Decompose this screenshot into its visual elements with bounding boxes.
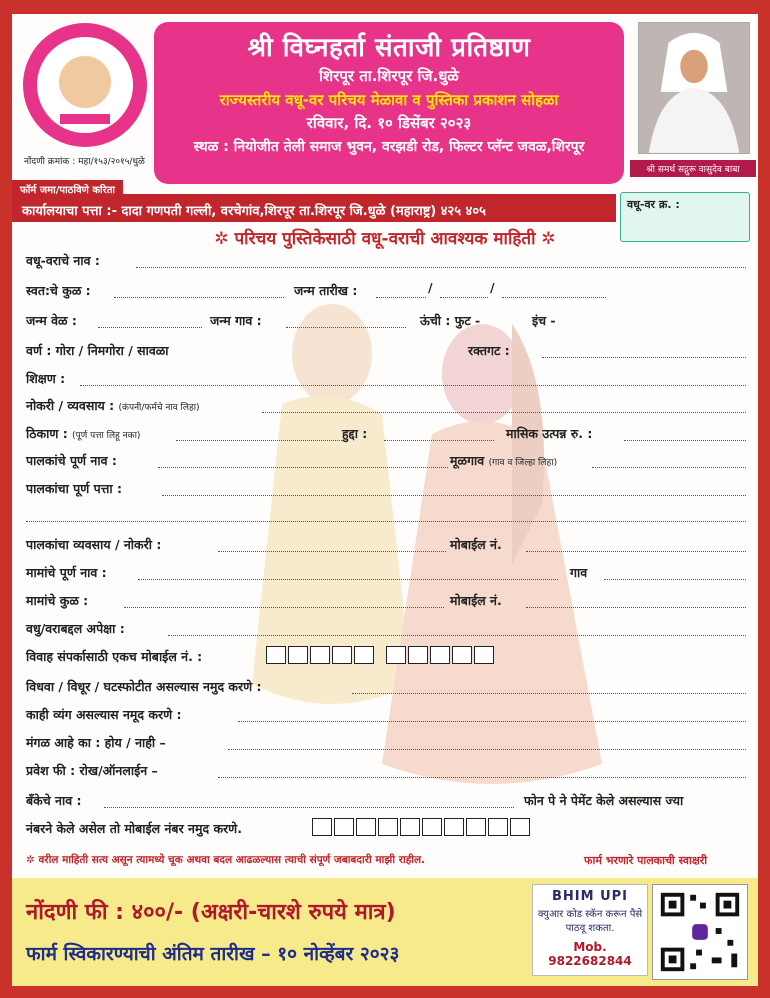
fee-label: प्रवेश फी : रोख/ऑनलाईन – (26, 763, 158, 778)
phonepe-digit-box[interactable] (400, 818, 420, 836)
mama-name-label: मामांचे पूर्ण नाव : (26, 565, 107, 580)
mangal-label: मंगळ आहे का : होय / नाही – (26, 735, 166, 750)
mobile1-line[interactable] (526, 551, 746, 552)
mama-name-line[interactable] (138, 579, 558, 580)
photo-caption: श्री समर्थ सद्गुरू वासुदेव बाबा (630, 160, 756, 177)
kul-label: स्वत:चे कुळ : (26, 283, 91, 298)
declaration-note: ✲ वरील माहिती सत्य असून त्यामध्ये चूक अथवा बदल आढळल्यास त्याची संपूर्ण जबाबदारी माझी राहील. (26, 854, 426, 866)
location-line[interactable] (176, 440, 342, 441)
org-name: श्री विघ्नहर्ता संताजी प्रतिष्ठाण (247, 33, 531, 63)
expectation-label: वधु/वराबद्दल अपेक्षा : (26, 621, 125, 636)
contact-digit-box[interactable] (310, 646, 330, 664)
income-label: मासिक उत्पन्न रु. : (506, 426, 593, 441)
bank-line[interactable] (104, 807, 514, 808)
education-label: शिक्षण : (26, 371, 66, 386)
mangal-line[interactable] (228, 749, 746, 750)
qr-code-icon[interactable] (652, 884, 748, 980)
inch-label: इंच - (532, 313, 556, 328)
name-label: वधू-वराचे नाव : (26, 253, 100, 268)
parent-address-line2[interactable] (26, 521, 746, 522)
village-label: गाव (570, 565, 588, 580)
registration-fee: नोंदणी फी : ४००/- (अक्षरी-चारशे रुपये मात्र) (26, 900, 396, 925)
dob-day[interactable] (376, 297, 426, 298)
contact-digit-box[interactable] (452, 646, 472, 664)
parent-name-label: पालकांचे पूर्ण नाव : (26, 453, 117, 468)
org-place: शिरपूर ता.शिरपूर जि.धुळे (319, 67, 459, 85)
mama-kul-line[interactable] (124, 607, 444, 608)
height-label: ऊंची : फुट - (420, 313, 481, 328)
contact-digit-box[interactable] (386, 646, 406, 664)
mobile2-label: मोबाईल नं. (450, 593, 502, 608)
bank-label: बँकेचे नाव : (26, 793, 82, 808)
job-label: नोकरी / व्यवसाय : (26, 398, 115, 413)
payment-box (532, 884, 648, 976)
guru-photo (638, 22, 750, 154)
contact-digit-box[interactable] (288, 646, 308, 664)
phonepe-digit-box[interactable] (488, 818, 508, 836)
mama-kul-label: मामांचे कुळ : (26, 593, 89, 608)
kul-line[interactable] (114, 297, 284, 298)
birth-time-line[interactable] (98, 327, 202, 328)
dob-month[interactable] (440, 297, 488, 298)
birth-place-label: जन्म गाव : (210, 313, 262, 328)
office-address: कार्यालयाचा पत्ता :- दादा गणपती गल्ली, वरचेगांव,शिरपूर ता.शिरपूर जि.धुळे (महाराष्ट्र) ४२५ ४०५ (22, 204, 486, 219)
village-line[interactable] (604, 579, 746, 580)
contact-digit-box[interactable] (354, 646, 374, 664)
disability-line[interactable] (238, 721, 746, 722)
address-bar (12, 194, 616, 222)
ref-number-label: वधू-वर क्र. : (627, 198, 680, 211)
complexion-label: वर्ण : गोरा / निमगोरा / सावळा (26, 343, 169, 358)
footer-banner (12, 878, 758, 986)
event-title: राज्यस्तरीय वधू-वर परिचय मेळावा व पुस्तिका प्रकाशन सोहळा (219, 91, 559, 109)
parent-name-line[interactable] (158, 467, 448, 468)
education-line[interactable] (80, 385, 746, 386)
birth-time-label: जन्म वेळ : (26, 313, 77, 328)
phonepe-digit-box[interactable] (334, 818, 354, 836)
parent-job-label: पालकांचा व्यवसाय / नोकरी : (26, 537, 162, 552)
contact-digit-box[interactable] (408, 646, 428, 664)
contact-label: विवाह संपर्कासाठी एकच मोबाईल नं. : (26, 649, 203, 664)
disability-label: काही व्यंग असल्यास नमूद करणे : (26, 707, 182, 722)
dob-year[interactable] (502, 297, 606, 298)
header-banner (154, 22, 624, 184)
event-date: रविवार, दि. १० डिसेंबर २०२३ (306, 114, 472, 132)
phonepe-digit-box[interactable] (378, 818, 398, 836)
form-title: ✲ परिचय पुस्तिकेसाठी वधू-वराची आवश्यक माहिती ✲ (214, 229, 556, 249)
fee-line[interactable] (218, 777, 746, 778)
signature-label: फार्म भरणारे पालकाची स्वाक्षरी (584, 854, 708, 867)
native-note: (गाव व जिल्हा लिहा) (488, 458, 558, 468)
blood-line[interactable] (542, 357, 746, 358)
location-note: (पूर्ण पत्ता लिहू नका) (72, 431, 141, 441)
mobile2-line[interactable] (526, 607, 746, 608)
income-line[interactable] (624, 440, 746, 441)
contact-digit-box[interactable] (332, 646, 352, 664)
contact-digit-box[interactable] (430, 646, 450, 664)
blood-label: रक्तगट : (468, 343, 510, 358)
name-line[interactable] (136, 267, 746, 268)
couple-watermark (212, 264, 612, 824)
form-page: नोंदणी क्रमांक : महा/१५३/२०१५/धुळे श्री विघ्नहर्ता संताजी प्रतिष्ठाण शिरपूर ता.शिरपूर जि.धुळे राज्यस्तरीय वधू-वर परिचय मेळावा व पुस्तिका प्रकाशन सोहळा रविवार, दि. १० डिसेंबर २०२३ स्थळ : नियोजीत तेली समाज भुवन, वरझडी रोड, फिल्टर प्लॅन्ट जवळ,शिरपूर श्री समर्थ सद्गुरू वासुदेव बाबा कार्यालयाचा पत्ता :- दादा गणपती गल्ली, वरचेगांव,शिरपूर ता.शिरपूर जि.धुळे (महाराष्ट्र) ४२५ ४०५ फॉर्म जमा/पाठविणे करिता वधू-वर क्र. : ✲ परिचय पुस्तिकेसाठी वधू-वराची आवश्यक माहिती ✲ वधू-वराचे नाव : स्वत:चे कुळ : जन्म तारीख : / / जन्म वेळ : जन्म गाव : ऊंची : फुट - इंच - वर्ण : गोरा / निमगोरा / सावळा रक्तगट : शिक्षण : नोकरी / व्यवसाय : (कंपनी/फर्मचे नाव लिहा) ठिकाण : (पूर्ण पत्ता लिहू नका) हुद्दा : मासिक उत्पन्न रु. : पालकांचे पूर्ण नाव : मूळगाव (गाव व जिल्हा लिहा) पालकांचा पूर्ण पत्ता : पालकांचा व्यवसाय / नोकरी : मोबाईल नं. मामांचे पूर्ण नाव : गाव मामांचे कुळ : मोबाईल नं. वधु/वराबद्दल अपेक्षा : विवाह संपर्कासाठी एकच मोबाईल नं. : विधवा / विधूर / घटस्फोटीत असल्यास नमुद करणे : काही व्यंग असल्यास नमूद करणे : मंगळ आहे का : होय / नाही – प्रवेश फी : रोख/ऑनलाईन – बँकेचे नाव : फोन पे ने पेमेंट केले असल्यास ज्या नंबरने केले असेल तो मोबाईल नंबर नमुद करणे. ✲ वरील माहिती सत्य असून त्यामध्ये चूक अथवा बदल आढळल्यास त्याची संपूर्ण जबाबदारी माझी राहील. फार्म भरणारे पालकाची स्वाक्षरी नोंदणी फी : ४००/- (अक्षरी-चारशे रुपये मात्र) फार्म स्विकारण्याची अंतिम तारीख – १० नोव्हेंबर २०२३ BHIM UPI क्युआर कोड स्कॅन करून पैसे पाठवू शकता. Mob. 9822682844 (12, 14, 758, 986)
scan-text: क्युआर कोड स्कॅन करून पैसे पाठवू शकता. (537, 909, 643, 934)
phonepe-digit-box[interactable] (510, 818, 530, 836)
birth-place-line[interactable] (286, 327, 406, 328)
phonepe-digit-box[interactable] (312, 818, 332, 836)
expectation-line[interactable] (168, 635, 746, 636)
phonepe-number-label: नंबरने केले असेल तो मोबाईल नंबर नमुद करणे. (26, 821, 242, 836)
bhim-upi-logo: BHIM UPI (551, 889, 628, 904)
parent-address-line1[interactable] (162, 495, 746, 496)
event-venue: स्थळ : नियोजीत तेली समाज भुवन, वरझडी रोड, फिल्टर प्लॅन्ट जवळ,शिरपूर (193, 139, 585, 155)
phonepe-digit-box[interactable] (466, 818, 486, 836)
mobile1-label: मोबाईल नं. (450, 537, 502, 552)
phonepe-digit-box[interactable] (356, 818, 376, 836)
registration-number: नोंदणी क्रमांक : महा/१५३/२०१५/धुळे (24, 157, 145, 167)
post-label: हुद्दा : (342, 426, 368, 441)
parent-address-label: पालकांचा पूर्ण पत्ता : (26, 481, 122, 496)
job-note: (कंपनी/फर्मचे नाव लिहा) (118, 403, 200, 413)
phonepe-label: फोन पे ने पेमेंट केले असल्यास ज्या (524, 793, 684, 808)
native-label: मूळगाव (450, 453, 485, 468)
parent-job-line[interactable] (218, 551, 446, 552)
job-line[interactable] (262, 412, 746, 413)
widow-line[interactable] (352, 693, 746, 694)
contact-digit-box[interactable] (266, 646, 286, 664)
post-line[interactable] (384, 440, 494, 441)
dob-label: जन्म तारीख : (294, 283, 358, 298)
payment-mobile: Mob. 9822682844 (548, 940, 632, 968)
submission-tag: फॉर्म जमा/पाठविणे करिता (12, 180, 123, 198)
phonepe-digit-box[interactable] (422, 818, 442, 836)
last-date: फार्म स्विकारण्याची अंतिम तारीख – १० नोव्हेंबर २०२३ (26, 943, 400, 965)
phonepe-digit-box[interactable] (444, 818, 464, 836)
org-logo (20, 20, 150, 150)
contact-digit-box[interactable] (474, 646, 494, 664)
native-line[interactable] (592, 467, 746, 468)
widow-label: विधवा / विधूर / घटस्फोटीत असल्यास नमुद करणे : (26, 679, 262, 694)
location-label: ठिकाण : (26, 426, 68, 441)
